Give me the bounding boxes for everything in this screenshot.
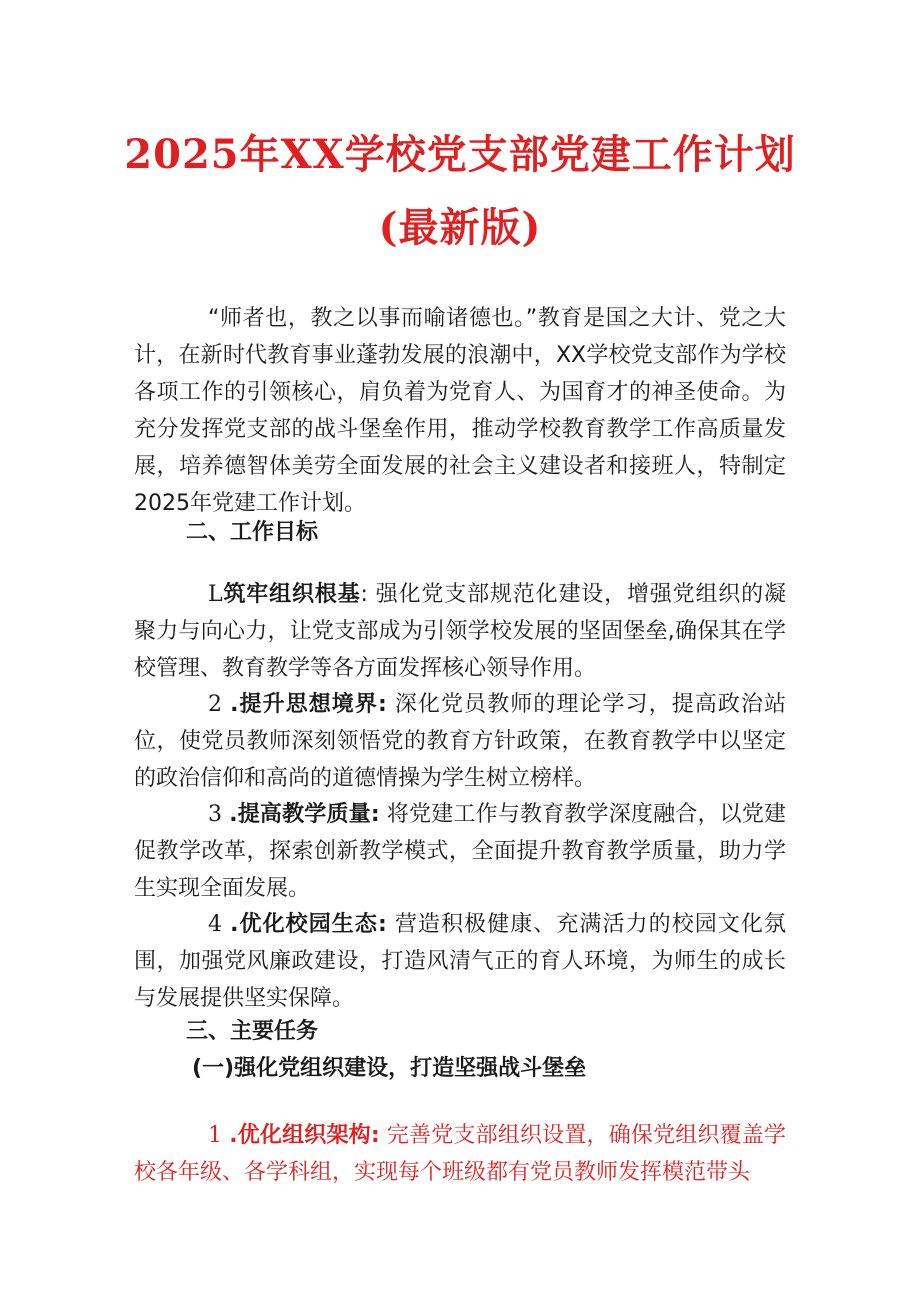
goal-separator	[387, 912, 395, 937]
task-separator	[380, 1123, 387, 1148]
goal-item	[134, 686, 786, 797]
intro-text: “师者也，教之以事而喻诸德也。”教育是国之大计、党之大计，在新时代教育事业蓬勃发展的浪潮中，XX学校党支部作为学校各项工作的引领核心，肩负着为党育人、为国育才的神圣使命。为充分发挥党支部的战斗堡垒作用，推动学校教育教学工作高质量发展，培养德智体美劳全面发展的社会主义建设者和接班人，特制定2025年党建工作计划。	[134, 306, 786, 516]
goal-lead: 筑牢组织根基	[222, 582, 361, 607]
goal-number: 4	[208, 912, 222, 937]
goal-separator	[387, 692, 395, 717]
task-lead: .优化组织架构:	[229, 1123, 380, 1148]
goal-number: 2	[208, 692, 222, 717]
section-heading-goals: 二、工作目标	[186, 520, 319, 545]
document-title-line2: (最新版)	[378, 204, 542, 251]
task-number: 1	[208, 1123, 222, 1148]
goal-text: 强化党支部规范化建设，增强党组织的凝聚力与向心力，让党支部成为引领学校发展的坚固堡垒,确保其在学校管理、教育教学等各方面发挥核心领导作用。	[134, 582, 786, 681]
intro-paragraph	[134, 300, 786, 522]
goal-item	[134, 576, 786, 687]
goal-text: 将党建工作与教育教学深度融合，以党建促教学改革，探索创新教学模式，全面提升教育教学质量，助力学生实现全面发展。	[134, 802, 787, 901]
task-item	[134, 1117, 786, 1191]
goal-item	[134, 906, 786, 1017]
document-title-line1: 2025年XX学校党支部党建工作计划	[124, 131, 796, 178]
subsection-heading: (一)强化党组织建设，打造坚强战斗堡垒	[192, 1056, 587, 1081]
goal-lead: .优化校园生态:	[230, 912, 387, 937]
goal-separator: :	[360, 582, 376, 607]
goal-number: L	[208, 582, 223, 607]
goal-lead: .提高教学质量:	[229, 802, 380, 827]
goal-text: 深化党员教师的理论学习，提高政治站位，使党员教师深刻领悟党的教育方针政策，在教育教学中以坚定的政治信仰和高尚的道德情操为学生树立榜样。	[134, 692, 786, 791]
goal-item	[134, 796, 786, 907]
goal-separator	[380, 802, 387, 827]
goal-text: 营造积极健康、充满活力的校园文化氛围，加强党风廉政建设，打造风清气正的育人环境，为师生的成长与发展提供坚实保障。	[134, 912, 786, 1011]
section-heading-tasks: 三、主要任务	[186, 1019, 319, 1044]
goal-lead: .提升思想境界:	[230, 692, 387, 717]
task-text: 完善党支部组织设置，确保党组织覆盖学校各年级、各学科组，实现每个班级都有党员教师发挥模范带头	[134, 1123, 787, 1185]
goal-number: 3	[208, 802, 222, 827]
